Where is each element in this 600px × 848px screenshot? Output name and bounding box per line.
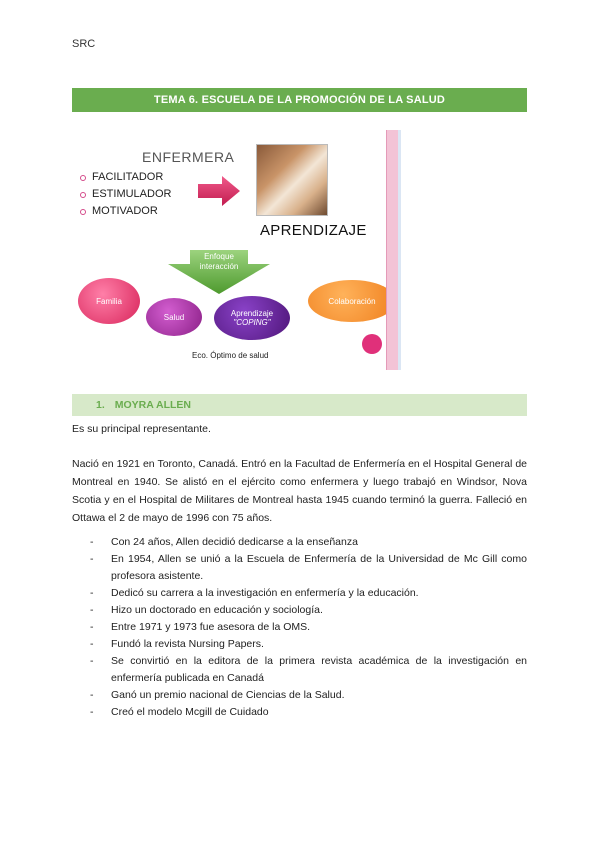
right-arrow-icon: [198, 176, 240, 206]
eco-label: Eco. Óptimo de salud: [192, 351, 269, 360]
list-item: - Se convirtió en la editora de la primera revista académica de la investigación en enfermería publicada en Canadá: [90, 653, 527, 687]
section-title: MOYRA ALLEN: [114, 399, 191, 411]
header-src: SRC: [72, 38, 96, 50]
list-item: - En 1954, Allen se unió a la Escuela de Enfermería de la Universidad de Mc Gill como profesora asistente.: [90, 551, 527, 585]
section-heading: [72, 394, 527, 416]
nurse-label: ENFERMERA: [142, 149, 235, 165]
list-item: - Entre 1971 y 1973 fue asesora de la OMS.: [90, 619, 527, 636]
nurse-photo: [256, 144, 328, 216]
biography-paragraph: Nació en 1921 en Toronto, Canadá. Entró en la Facultad de Enfermería en el Hospital General de Montreal en 1940. Se alistó en el ejército como enfermera y luego trabajó en Windsor, Nova Scotia y en el Hospital de Militares de Montreal hasta 1945 cuando terminó la guerra. Falleció en Ottawa el 2 de mayo de 1996 con 75 años.: [72, 458, 527, 524]
nursing-diagram: [72, 130, 402, 370]
facts-list: [90, 534, 527, 721]
circle-bullet-icon: [80, 192, 86, 198]
list-item: - Hizo un doctorado en educación y sociología.: [90, 602, 527, 619]
list-item: - Fundó la revista Nursing Papers.: [90, 636, 527, 653]
page-title: TEMA 6. ESCUELA DE LA PROMOCIÓN DE LA SALUD: [72, 88, 527, 112]
cloud-salud: Salud: [146, 298, 202, 336]
role-item: ESTIMULADOR: [80, 186, 171, 203]
role-item: MOTIVADOR: [80, 203, 171, 220]
pink-dot-icon: [362, 334, 382, 354]
circle-bullet-icon: [80, 209, 86, 215]
decorative-stripe: [398, 130, 401, 370]
cloud-aprendizaje: Aprendizaje "COPING": [214, 296, 290, 340]
role-item: FACILITADOR: [80, 169, 171, 186]
list-item: - Creó el modelo Mcgill de Cuidado: [90, 704, 527, 721]
list-item: - Ganó un premio nacional de Ciencias de la Salud.: [90, 687, 527, 704]
circle-bullet-icon: [80, 175, 86, 181]
section-number: 1.: [96, 399, 105, 411]
cloud-colaboracion: Colaboración: [308, 280, 396, 322]
cloud-familia: Familia: [78, 278, 140, 324]
list-item: - Con 24 años, Allen decidió dedicarse a la enseñanza: [90, 534, 527, 551]
learning-label: APRENDIZAJE: [260, 222, 367, 239]
role-list: [80, 169, 171, 220]
list-item: - Dedicó su carrera a la investigación en enfermería y la educación.: [90, 585, 527, 602]
approach-label: Enfoque interacción: [199, 252, 239, 271]
intro-paragraph: Es su principal representante.: [72, 423, 211, 435]
